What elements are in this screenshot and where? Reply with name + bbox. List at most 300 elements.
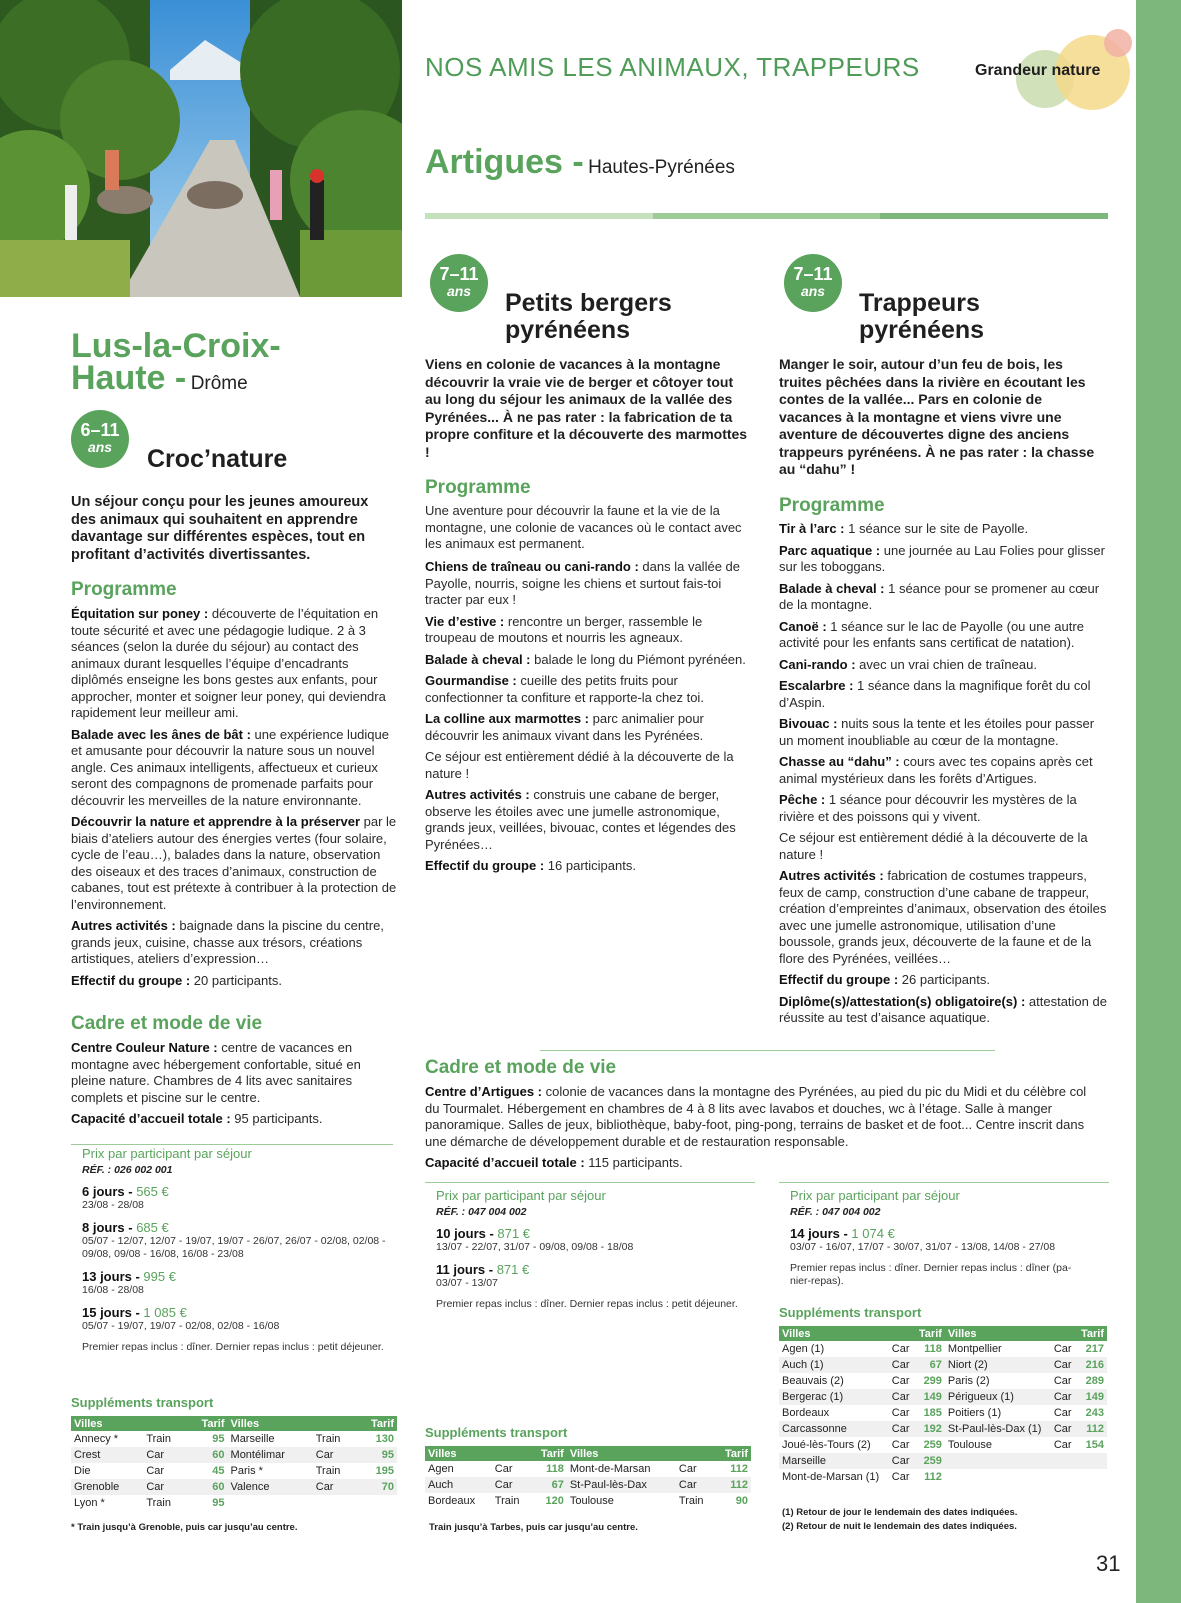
table-cell: Car bbox=[889, 1453, 914, 1469]
table-cell: 90 bbox=[735, 1495, 748, 1507]
price-dates: 05/07 - 19/07, 19/07 - 02/08, 02/08 - 16/08 bbox=[82, 1320, 280, 1332]
table-row bbox=[425, 1477, 751, 1493]
table-cell: Toulouse bbox=[947, 1439, 992, 1451]
table-cell: Poitiers (1) bbox=[947, 1407, 1002, 1419]
table-cell: Niort (2) bbox=[945, 1357, 1051, 1373]
table-cell: 195 bbox=[375, 1465, 394, 1477]
table-cell: 289 bbox=[1085, 1375, 1104, 1387]
column-header: Tarif bbox=[914, 1326, 945, 1341]
table-cell: Car bbox=[494, 1463, 513, 1475]
divider bbox=[71, 1144, 393, 1145]
table-cell: Car bbox=[492, 1477, 531, 1493]
paragraph-label: Autres activités : bbox=[71, 918, 176, 933]
camp-title: Trappeurs pyrénéens bbox=[859, 289, 985, 344]
paragraph-label: Balade à cheval : bbox=[425, 651, 531, 667]
paragraph-label: Équitation sur poney : bbox=[71, 606, 209, 621]
transport-table bbox=[71, 1416, 397, 1511]
paragraph-text: découverte de l’équitation en toute sécurité et avec une pédagogie ludique. 2 à 3 séances (selon la durée du séjour) au contact des animaux durant lesquelles l’équipe d’encadrants diplômés enseigne les bons gestes aux enfants, pour approcher, monter et soigner leur poney, qui deviendra rapidement leur meilleur ami. bbox=[71, 606, 386, 720]
paragraph bbox=[779, 716, 1111, 749]
column-header: Tarif bbox=[187, 1416, 228, 1431]
table-cell: Car bbox=[891, 1375, 910, 1387]
table-cell: Beauvais (2) bbox=[782, 1375, 844, 1387]
table-cell bbox=[1051, 1453, 1076, 1469]
table-row bbox=[779, 1357, 1107, 1373]
price-row bbox=[82, 1220, 402, 1261]
table-cell bbox=[1076, 1453, 1107, 1469]
programme-heading: Programme bbox=[71, 579, 177, 600]
table-cell: 259 bbox=[923, 1439, 942, 1451]
paragraph-label: Capacité d’accueil totale : bbox=[425, 1155, 585, 1170]
table-row bbox=[425, 1493, 751, 1509]
programme-text bbox=[779, 521, 1111, 1032]
table-cell: Train bbox=[678, 1495, 704, 1507]
paragraph bbox=[425, 1155, 1100, 1172]
table-header-row bbox=[779, 1326, 1107, 1341]
price-dates: 16/08 - 28/08 bbox=[82, 1284, 144, 1296]
table-cell: 149 bbox=[914, 1389, 945, 1405]
paragraph bbox=[425, 614, 757, 647]
paragraph-label: Centre Couleur Nature : bbox=[71, 1040, 218, 1055]
table-cell: Train bbox=[146, 1497, 171, 1509]
price-box: Prix par participant par séjour RÉF. : 026 002 001 6 jours - 565 € 23/08 - 28/08 8 jours - 685 € 05/07 - 12/07, 12/07 - 19/07, 19/07 - 26/07, 26/07 - 02/08, 02/08 - 09/08, 09/08 - 16/08, 16/08 - 23/08 13 jours - 995 € 16/08 - 28/08 15 jours - 1 085 € 05/07 - 19/07, 19/07 - 02/08, 02/08 - 16/08 Premier repas inclus : dîner. Dernier repas inclus : petit déjeuner. bbox=[82, 1146, 402, 1354]
divider-rule bbox=[425, 213, 1108, 219]
table-cell bbox=[1076, 1469, 1107, 1485]
table-cell: 120 bbox=[545, 1495, 564, 1507]
table-row bbox=[425, 1461, 751, 1477]
table-cell: 95 bbox=[212, 1433, 225, 1445]
table-cell: Périgueux (1) bbox=[945, 1389, 1051, 1405]
paragraph bbox=[71, 1040, 391, 1106]
paragraph bbox=[779, 678, 1111, 711]
camp-title: Petits bergers pyrénéens bbox=[505, 289, 672, 344]
paragraph bbox=[779, 972, 1111, 989]
table-cell: Car bbox=[889, 1421, 914, 1437]
price-row bbox=[790, 1226, 1090, 1254]
table-cell: Mont-de-Marsan bbox=[569, 1463, 651, 1475]
table-cell bbox=[313, 1495, 356, 1511]
paragraph-label: Capacité d’accueil totale : bbox=[71, 1111, 231, 1126]
paragraph-text: 95 participants. bbox=[230, 1111, 323, 1126]
camp-intro: Viens en colonie de vacances à la montagne découvrir la vraie vie de berger et côtoyer tout au long du séjour les animaux de la vallée des Pyrénées... À ne pas rater : la fabrication de ta propre confiture et la découverte des marmottes ! bbox=[425, 356, 748, 460]
price-value: 685 € bbox=[136, 1220, 169, 1235]
price-duration bbox=[436, 1262, 756, 1277]
table-cell: Car bbox=[1051, 1421, 1076, 1437]
table-row bbox=[71, 1447, 397, 1463]
table-cell: Car bbox=[143, 1479, 186, 1495]
paragraph bbox=[425, 673, 757, 706]
paragraph-label: Balade à cheval : bbox=[779, 580, 885, 596]
price-value: 1 074 € bbox=[851, 1226, 895, 1241]
table-cell bbox=[945, 1453, 1051, 1469]
paragraph-text: une expérience ludique et amusante pour découvrir la nature sous un nouvel angle. Ces animaux intelligents, affectueux et curieux seront des compagnons de promenade parfaits pour découvrir les merveilles de la nature environnante. bbox=[71, 726, 389, 808]
table-cell: St-Paul-lès-Dax bbox=[567, 1477, 676, 1493]
divider bbox=[425, 1182, 755, 1183]
table-cell: 112 bbox=[730, 1463, 748, 1475]
paragraph-label: Parc aquatique : bbox=[779, 542, 881, 558]
table-row bbox=[779, 1341, 1107, 1357]
paragraph-text: 1 séance sur le site de Payolle. bbox=[844, 521, 1029, 536]
paragraph-label: La colline aux marmottes : bbox=[425, 711, 589, 726]
footnote: (1) Retour de jour le lendemain des dates indiquées. bbox=[782, 1507, 1018, 1518]
paragraph bbox=[425, 559, 757, 609]
table-cell: Car bbox=[676, 1477, 715, 1493]
price-row bbox=[82, 1269, 402, 1297]
price-dates: 23/08 - 28/08 bbox=[82, 1199, 144, 1211]
price-value: 565 € bbox=[136, 1184, 169, 1199]
category-tag: Grandeur nature bbox=[975, 62, 1101, 79]
paragraph bbox=[779, 619, 1111, 652]
table-row bbox=[71, 1463, 397, 1479]
paragraph bbox=[779, 792, 1111, 825]
paragraph-text: dans la vallée de Payolle, nourris, soigne les chiens et surtout fais-toi tracter par eux ! bbox=[425, 559, 740, 607]
price-value: 871 € bbox=[497, 1226, 530, 1241]
paragraph-text: baignade dans la piscine du centre, grands jeux, cuisine, chasse aux trésors, créations artistiques, ateliers d’expression… bbox=[71, 918, 384, 966]
side-band bbox=[1136, 0, 1181, 1603]
table-cell: 216 bbox=[1076, 1357, 1107, 1373]
table-row bbox=[779, 1437, 1107, 1453]
price-row bbox=[436, 1262, 756, 1290]
duration: 15 jours - bbox=[82, 1305, 144, 1320]
table-cell: Train bbox=[494, 1495, 520, 1507]
camp-title: Croc’nature bbox=[147, 445, 288, 473]
table-cell: Carcassonne bbox=[779, 1421, 889, 1437]
paragraph bbox=[425, 711, 757, 744]
table-cell: Car bbox=[1053, 1343, 1072, 1355]
table-cell: Car bbox=[891, 1439, 910, 1451]
table-cell: Paris (2) bbox=[947, 1375, 990, 1387]
table-cell: 67 bbox=[530, 1477, 567, 1493]
table-cell: Marseille bbox=[230, 1433, 275, 1445]
price-value: 871 € bbox=[496, 1262, 530, 1277]
duration: 13 jours - bbox=[82, 1269, 144, 1284]
paragraph-label: Tir à l’arc : bbox=[779, 521, 845, 536]
paragraph-text: nuits sous la tente et les étoiles pour passer un moment inoubliable au cœur de la montagne. bbox=[779, 716, 1095, 748]
table-cell: Auch bbox=[425, 1477, 492, 1493]
paragraph-label: Effectif du groupe : bbox=[425, 858, 545, 873]
table-cell: Train bbox=[146, 1433, 171, 1445]
table-cell: 95 bbox=[212, 1497, 225, 1509]
paragraph-text: balade le long du Piémont pyrénéen. bbox=[530, 651, 746, 667]
footnote: * Train jusqu’à Grenoble, puis car jusqu’au centre. bbox=[71, 1522, 298, 1533]
price-value: 1 085 € bbox=[143, 1305, 187, 1320]
programme-heading: Programme bbox=[779, 495, 885, 516]
paragraph-text: 1 séance sur le lac de Payolle (ou une autre activité pour les enfants sans certificat de natation). bbox=[779, 618, 1084, 650]
table-cell: Car bbox=[1051, 1357, 1076, 1373]
price-value: 995 € bbox=[143, 1269, 176, 1284]
table-cell: Grenoble bbox=[71, 1479, 143, 1495]
paragraph-label: Vie d’estive : bbox=[425, 613, 505, 629]
table-cell: Car bbox=[889, 1389, 914, 1405]
table-cell: Bergerac (1) bbox=[779, 1389, 889, 1405]
price-duration bbox=[82, 1305, 402, 1320]
paragraph bbox=[71, 918, 403, 968]
price-duration bbox=[82, 1269, 402, 1284]
table-cell: 217 bbox=[1085, 1343, 1104, 1355]
paragraph bbox=[425, 749, 757, 782]
paragraph bbox=[71, 727, 403, 810]
table-cell: Car bbox=[889, 1357, 914, 1373]
table-cell bbox=[228, 1495, 313, 1511]
table-cell: Car bbox=[313, 1479, 356, 1495]
table-row bbox=[779, 1389, 1107, 1405]
price-duration bbox=[82, 1220, 402, 1235]
paragraph-label: Pêche : bbox=[779, 792, 826, 807]
table-cell: Die bbox=[74, 1465, 91, 1477]
transport-table bbox=[779, 1326, 1107, 1485]
price-dates: 03/07 - 13/07 bbox=[436, 1277, 498, 1289]
paragraph-label: Chiens de traîneau ou cani-rando : bbox=[425, 559, 639, 574]
paragraph-text: une journée au Lau Folies pour glisser sur les toboggans. bbox=[779, 542, 1105, 574]
price-dates: 13/07 - 22/07, 31/07 - 09/08, 09/08 - 18/08 bbox=[436, 1241, 634, 1253]
table-cell: Agen bbox=[428, 1463, 454, 1475]
footnote: (2) Retour de nuit le lendemain des dates indiquées. bbox=[782, 1521, 1017, 1532]
table-cell: Agen (1) bbox=[782, 1343, 825, 1355]
price-dates: 03/07 - 16/07, 17/07 - 30/07, 31/07 - 13/08, 14/08 - 27/08 bbox=[790, 1241, 1056, 1253]
table-cell: 259 bbox=[914, 1453, 945, 1469]
table-cell: 192 bbox=[914, 1421, 945, 1437]
artigues-heading: Artigues - Hautes-Pyrénées bbox=[425, 143, 735, 181]
paragraph-label: Diplôme(s)/attestation(s) obligatoire(s) : bbox=[779, 993, 1026, 1009]
table-row bbox=[779, 1469, 1107, 1485]
table-cell: 299 bbox=[923, 1375, 942, 1387]
divider bbox=[540, 1050, 995, 1051]
table-cell: 60 bbox=[187, 1479, 228, 1495]
cadre-heading: Cadre et mode de vie bbox=[425, 1057, 617, 1078]
programme-text bbox=[71, 606, 403, 994]
price-row bbox=[82, 1305, 402, 1333]
table-cell: 95 bbox=[356, 1447, 397, 1463]
paragraph-label: Cani-rando : bbox=[779, 656, 856, 672]
table-cell: Car bbox=[891, 1471, 910, 1483]
paragraph-text: fabrication de costumes trappeurs, feux de camp, construction d’une cabane de trappeur, création d’empreintes d’animaux, observation des étoiles avec une jumelle astronomique, utilisation d’une boussole, grands jeux, découverte de la faune et de la flore des Pyrénées, veillées… bbox=[779, 868, 1107, 966]
duration: 8 jours - bbox=[82, 1220, 137, 1235]
paragraph-label: Canoë : bbox=[779, 618, 827, 634]
table-cell: 154 bbox=[1085, 1439, 1104, 1451]
table-cell bbox=[356, 1495, 397, 1511]
paragraph-text: Ce séjour est entièrement dédié à la découverte de la nature ! bbox=[425, 749, 734, 781]
paragraph-text: centre de vacances en montagne avec hébergement confortable, situé en pleine nature. Chambres de 4 lits avec sanitaires complets et piscine sur le centre. bbox=[71, 1040, 361, 1105]
paragraph-text: colonie de vacances dans la montagne des Pyrénées, au pied du pic du Midi et du célèbre col du Tourmalet. Hébergement en chambres de 4 à 8 lits avec lavabos et douches, wc à l’étage. Salle à manger panoramique. Salles de jeux, bibliothèque, baby-foot, ping-pong, terrains de basket et de foot... Centre inscrit dans une démarche de développement durable et de restauration responsable. bbox=[425, 1084, 1087, 1149]
paragraph-text: Ce séjour est entièrement dédié à la découverte de la nature ! bbox=[779, 830, 1088, 862]
age-badge: 7–11 ans bbox=[430, 254, 488, 312]
column-header: Villes bbox=[945, 1326, 1076, 1341]
programme-heading: Programme bbox=[425, 477, 531, 498]
column-header: Villes bbox=[228, 1416, 356, 1431]
paragraph-label: Chasse au “dahu” : bbox=[779, 754, 900, 769]
paragraph-text: attestation de réussite au test d’aisance aquatique. bbox=[779, 993, 1107, 1025]
paragraph bbox=[425, 858, 757, 875]
table-cell: 45 bbox=[212, 1465, 225, 1477]
paragraph bbox=[425, 1084, 1100, 1150]
programme-lead: Une aventure pour découvrir la faune et la vie de la montagne, une colonie de vacances où le contact avec les animaux est permanent. bbox=[425, 503, 742, 551]
column-header: Villes bbox=[425, 1446, 530, 1461]
table-cell: Crest bbox=[71, 1447, 143, 1463]
column-header: Villes bbox=[71, 1416, 187, 1431]
table-cell: Train bbox=[315, 1433, 341, 1445]
camp-intro: Un séjour conçu pour les jeunes amoureux des animaux qui souhaitent en apprendre davantage sur différentes espèces, tout en profitant d’activités divertissantes. bbox=[71, 494, 369, 563]
table-cell: Annecy * bbox=[74, 1433, 119, 1445]
table-cell: Lyon * bbox=[74, 1497, 105, 1509]
price-box: Prix par participant par séjour RÉF. : 047 004 002 10 jours - 871 € 13/07 - 22/07, 31/07 - 09/08, 09/08 - 18/08 11 jours - 871 € 03/07 - 13/07 Premier repas inclus : dîner. Dernier repas inclus : petit déjeuner. bbox=[436, 1188, 756, 1311]
lus-heading: Lus-la-Croix- Haute - Drôme bbox=[71, 327, 281, 397]
paragraph-text: cueille des petits fruits pour confectionner ta confiture et rapporte-la chez toi. bbox=[425, 673, 704, 705]
cadre-heading: Cadre et mode de vie bbox=[71, 1013, 263, 1034]
column-header: Villes bbox=[779, 1326, 914, 1341]
cadre-text bbox=[71, 1040, 391, 1133]
table-cell: 149 bbox=[1076, 1389, 1107, 1405]
paragraph bbox=[71, 814, 403, 913]
paragraph-text: par le biais d’ateliers autour des énergies vertes (four solaire, cycle de l’eau…), balades dans la nature, observation des oiseaux et des traces d’animaux, construction de cabanes, tout est prétexte à contribuer à la protection de l’environnement. bbox=[71, 814, 397, 912]
supp-heading: Suppléments transport bbox=[71, 1395, 214, 1410]
table-cell: Car bbox=[313, 1447, 356, 1463]
page-number: 31 bbox=[1096, 1551, 1121, 1576]
paragraph-text: cours avec tes copains après cet animal mystérieux dans les forêts d’Artigues. bbox=[779, 754, 1093, 786]
paragraph bbox=[71, 606, 403, 722]
age-badge: 7–11 ans bbox=[784, 254, 842, 312]
paragraph-label: Autres activités : bbox=[425, 787, 530, 802]
paragraph-text: 26 participants. bbox=[898, 972, 990, 987]
table-cell: Car bbox=[891, 1343, 910, 1355]
table-row bbox=[71, 1495, 397, 1511]
paragraph-text: 115 participants. bbox=[584, 1155, 683, 1170]
paragraph-text: 16 participants. bbox=[544, 858, 636, 873]
paragraph-label: Bivouac : bbox=[779, 716, 838, 731]
price-row bbox=[436, 1226, 756, 1254]
table-cell: St-Paul-lès-Dax (1) bbox=[945, 1421, 1051, 1437]
paragraph-text: 20 participants. bbox=[190, 972, 282, 988]
paragraph bbox=[425, 652, 757, 669]
paragraph bbox=[779, 521, 1111, 538]
table-row bbox=[779, 1453, 1107, 1469]
price-duration bbox=[436, 1226, 756, 1241]
paragraph bbox=[779, 581, 1111, 614]
duration: 10 jours - bbox=[436, 1226, 498, 1241]
table-row bbox=[779, 1405, 1107, 1421]
camp-intro: Manger le soir, autour d’un feu de bois, les truites pêchées dans la rivière en écoutant les contes de la vallée... Pars en colonie de vacances à la montagne et viens vivre une aventure de découvertes digne des anciens trappeurs pyrénéens. À ne pas rater : la chasse au “dahu” ! bbox=[779, 356, 1095, 477]
table-cell: 60 bbox=[187, 1447, 228, 1463]
table-cell: 118 bbox=[924, 1343, 942, 1355]
paragraph bbox=[779, 994, 1111, 1027]
paragraph-text: avec un vrai chien de traîneau. bbox=[855, 656, 1037, 672]
paragraph bbox=[779, 543, 1111, 576]
table-cell: Car bbox=[1053, 1439, 1072, 1451]
table-cell: 67 bbox=[914, 1357, 945, 1373]
table-cell: Paris * bbox=[230, 1465, 263, 1477]
page-header-title: NOS AMIS LES ANIMAUX, TRAPPEURS bbox=[425, 52, 920, 82]
table-cell: Car bbox=[143, 1447, 186, 1463]
paragraph-label: Escalarbre : bbox=[779, 678, 854, 693]
paragraph bbox=[71, 973, 403, 990]
duration: 6 jours - bbox=[82, 1184, 137, 1199]
paragraph bbox=[71, 1111, 391, 1128]
column-header: Tarif bbox=[530, 1446, 567, 1461]
table-cell: Joué-lès-Tours (2) bbox=[782, 1439, 871, 1451]
table-cell: Car bbox=[1053, 1375, 1072, 1387]
paragraph-label: Effectif du groupe : bbox=[71, 972, 191, 988]
column-header: Tarif bbox=[356, 1416, 397, 1431]
table-cell: Toulouse bbox=[569, 1495, 614, 1507]
column-header: Tarif bbox=[714, 1446, 751, 1461]
table-row bbox=[71, 1479, 397, 1495]
paragraph bbox=[779, 830, 1111, 863]
divider bbox=[779, 1182, 1109, 1183]
table-row bbox=[71, 1431, 397, 1447]
table-cell: Train bbox=[315, 1465, 341, 1477]
table-cell: Mont-de-Marsan (1) bbox=[782, 1471, 880, 1483]
table-cell: 243 bbox=[1085, 1407, 1104, 1419]
paragraph bbox=[779, 754, 1111, 787]
duration: 14 jours - bbox=[790, 1226, 852, 1241]
supp-heading: Suppléments transport bbox=[425, 1425, 568, 1440]
supp-heading: Suppléments transport bbox=[779, 1305, 922, 1320]
table-cell: 112 bbox=[1076, 1421, 1107, 1437]
paragraph bbox=[779, 657, 1111, 674]
price-dates: 05/07 - 12/07, 12/07 - 19/07, 19/07 - 26/07, 26/07 - 02/08, 02/08 - 09/08, 09/08 - 16/08, 16/08 - 23/08 bbox=[82, 1235, 386, 1260]
table-cell: 185 bbox=[923, 1407, 942, 1419]
paragraph-label: Découvrir la nature et apprendre à la préserver bbox=[71, 814, 361, 829]
table-cell: Marseille bbox=[779, 1453, 889, 1469]
paragraph-text: rencontre un berger, rassemble le troupeau de moutons et nourris les agneaux. bbox=[425, 613, 703, 645]
paragraph-text: parc animalier pour découvrir les animaux vivant dans les Pyrénées. bbox=[425, 711, 704, 743]
table-header-row bbox=[71, 1416, 397, 1431]
table-cell: Car bbox=[891, 1407, 910, 1419]
price-duration bbox=[82, 1184, 402, 1199]
table-cell: Montélimar bbox=[228, 1447, 313, 1463]
table-cell: Auch (1) bbox=[779, 1357, 889, 1373]
paragraph-label: Gourmandise : bbox=[425, 673, 517, 688]
column-header: Villes bbox=[567, 1446, 715, 1461]
paragraph bbox=[425, 787, 757, 853]
table-cell: Car bbox=[678, 1463, 697, 1475]
age-badge: 6–11 ans bbox=[71, 410, 129, 468]
table-cell: Bordeaux bbox=[428, 1495, 476, 1507]
table-row bbox=[779, 1421, 1107, 1437]
paragraph-label: Balade avec les ânes de bât : bbox=[71, 726, 251, 742]
paragraph-text: 1 séance pour se promener au cœur de la montagne. bbox=[779, 580, 1100, 612]
table-cell: Car bbox=[146, 1465, 165, 1477]
table-cell: Valence bbox=[228, 1479, 313, 1495]
price-box: Prix par participant par séjour RÉF. : 047 004 002 14 jours - 1 074 € 03/07 - 16/07, 17/07 - 30/07, 31/07 - 13/08, 14/08 - 27/08 Premier repas inclus : dîner. Dernier repas inclus : dîner (pa-nier-repas). bbox=[790, 1188, 1090, 1288]
transport-table bbox=[425, 1446, 751, 1509]
table-cell: 112 bbox=[714, 1477, 751, 1493]
table-cell: Montpellier bbox=[947, 1343, 1002, 1355]
table-cell: 130 bbox=[375, 1433, 394, 1445]
programme-text bbox=[425, 559, 757, 880]
table-row bbox=[779, 1373, 1107, 1389]
paragraph-text: 1 séance pour découvrir les mystères de la rivière et des poissons qui y vivent. bbox=[779, 792, 1077, 824]
table-cell bbox=[945, 1469, 1051, 1485]
cadre-text bbox=[425, 1084, 1100, 1177]
paragraph-label: Centre d’Artigues : bbox=[425, 1084, 543, 1099]
paragraph-label: Effectif du groupe : bbox=[779, 972, 899, 987]
table-cell: 112 bbox=[924, 1471, 942, 1483]
table-cell bbox=[1051, 1469, 1076, 1485]
paragraph-text: 1 séance dans la magnifique forêt du col d’Aspin. bbox=[779, 678, 1091, 710]
table-cell: Bordeaux bbox=[782, 1407, 830, 1419]
table-cell: 118 bbox=[546, 1463, 564, 1475]
hero-photo bbox=[0, 0, 402, 297]
paragraph-label: Autres activités : bbox=[779, 868, 884, 883]
footnote: Train jusqu’à Tarbes, puis car jusqu’au centre. bbox=[429, 1522, 638, 1533]
table-header-row bbox=[425, 1446, 751, 1461]
table-cell: Car bbox=[1053, 1407, 1072, 1419]
price-duration bbox=[790, 1226, 1090, 1241]
table-cell: 70 bbox=[356, 1479, 397, 1495]
table-cell: Car bbox=[1051, 1389, 1076, 1405]
paragraph-text: construis une cabane de berger, observe les étoiles avec une jumelle astronomique, grands jeux, veillées, bivouac, contes et légendes des Pyrénées… bbox=[425, 787, 736, 852]
decor-circle bbox=[1104, 29, 1132, 57]
duration: 11 jours - bbox=[436, 1262, 497, 1277]
